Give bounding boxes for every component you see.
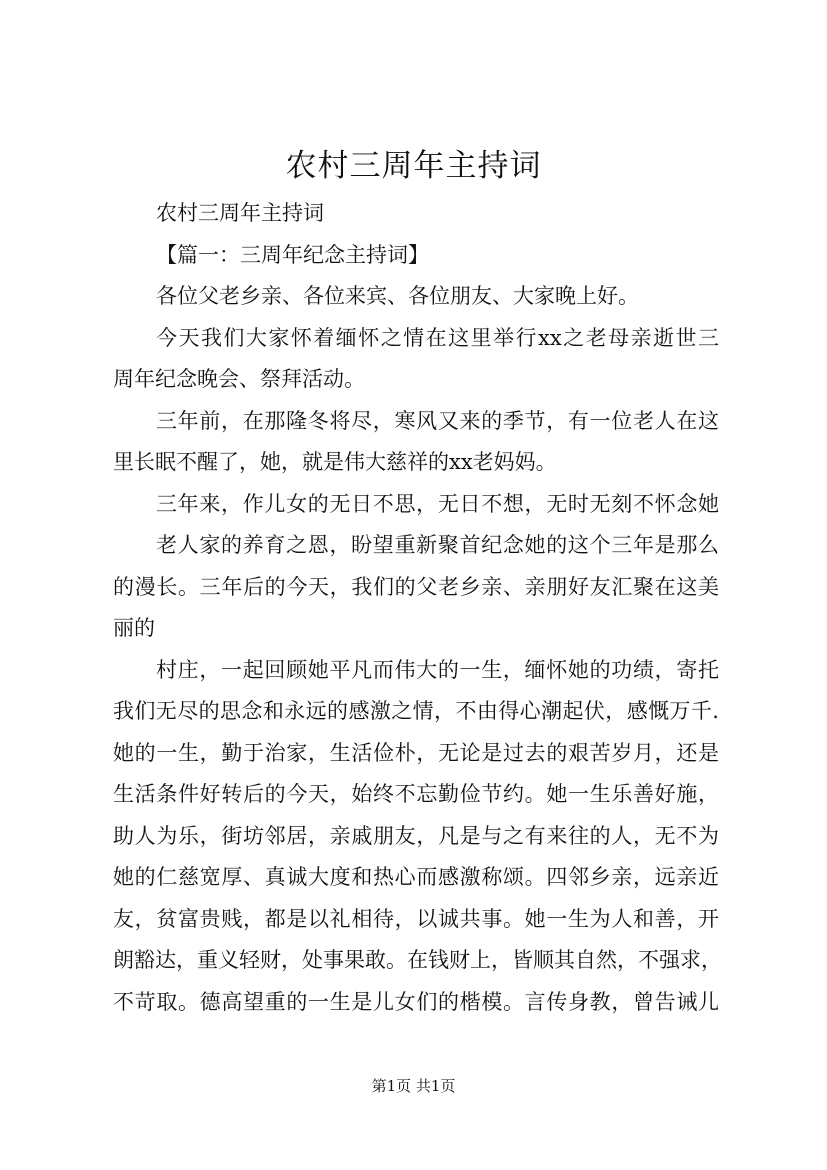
paragraph-line: 助人为乐，街坊邻居，亲戚朋友，凡是与之有来往的人，无不为 <box>113 823 719 848</box>
paragraph-line: 三年前，在那隆冬将尽，寒风又来的季节，有一位老人在这 <box>156 408 719 433</box>
paragraph-line: 各位父老乡亲、各位来宾、各位朋友、大家晚上好。 <box>156 284 639 308</box>
paragraph-line: 不苛取。德高望重的一生是儿女们的楷模。言传身教，曾告诫儿 <box>113 989 719 1014</box>
paragraph-line: 今天我们大家怀着缅怀之情在这里举行xx之老母亲逝世三 <box>156 325 719 350</box>
document-title: 农村三周年主持词 <box>285 148 542 184</box>
paragraph-line: 丽的 <box>113 616 155 640</box>
paragraph-line: 里长眠不醒了，她，就是伟大慈祥的xx老妈妈。 <box>113 450 557 474</box>
page-number-footer: 第1页 共1页 <box>371 1077 456 1095</box>
paragraph-line: 朗豁达，重义轻财，处事果敢。在钱财上，皆顺其自然，不强求， <box>113 948 722 972</box>
paragraph-line: 三年来，作儿女的无日不思，无日不想，无时无刻不怀念她 <box>156 491 719 516</box>
paragraph-line: 老人家的养育之恩，盼望重新聚首纪念她的这个三年是那么 <box>156 533 719 557</box>
subtitle-line: 农村三周年主持词 <box>156 201 324 225</box>
paragraph-line: 我们无尽的思念和永远的感激之情，不由得心潮起伏，感慨万千. <box>113 699 719 723</box>
paragraph-line: 她的仁慈宽厚、真诚大度和热心而感激称颂。四邻乡亲，远亲近 <box>113 865 719 889</box>
paragraph-line: 她的一生，勤于治家，生活俭朴，无论是过去的艰苦岁月，还是 <box>113 740 719 765</box>
paragraph-line: 生活条件好转后的今天，始终不忘勤俭节约。她一生乐善好施， <box>113 782 719 806</box>
paragraph-line: 村庄，一起回顾她平凡而伟大的一生，缅怀她的功绩，寄托 <box>156 657 719 682</box>
paragraph-line: 的漫长。三年后的今天，我们的父老乡亲、亲朋好友汇聚在这美 <box>113 574 719 599</box>
document-body <box>113 193 722 1023</box>
section-heading: 【篇一：三周年纪念主持词】 <box>156 242 429 267</box>
paragraph-line: 友，贫富贵贱，都是以礼相待，以诚共事。她一生为人和善，开 <box>113 906 719 931</box>
paragraph-line: 周年纪念晚会、祭拜活动。 <box>113 367 365 391</box>
